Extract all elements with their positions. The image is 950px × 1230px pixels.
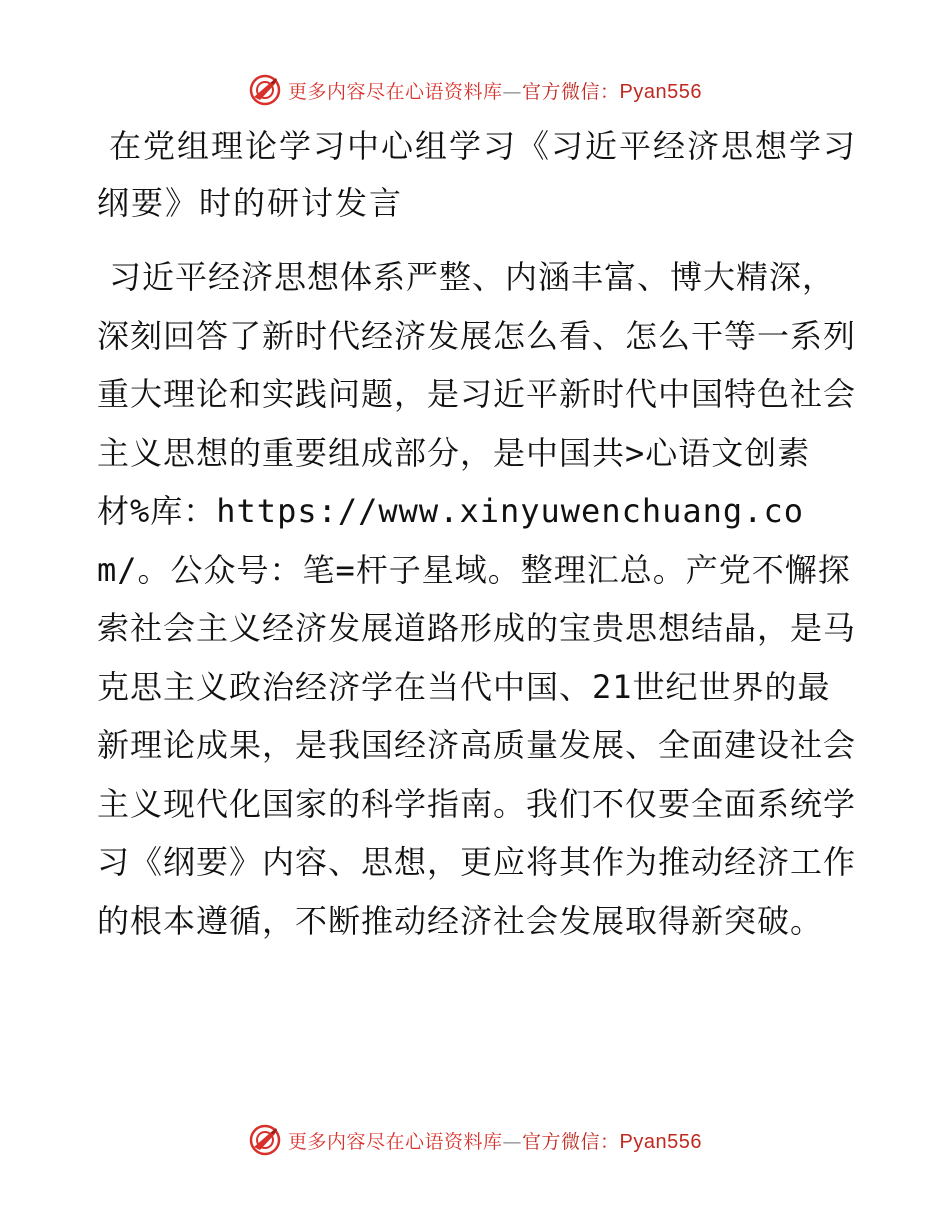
document-body bbox=[97, 118, 857, 950]
banner-wechat-label: 官方微信： bbox=[522, 80, 620, 103]
document-title: 在党组理论学习中心组学习《习近平经济思想学习纲要》时的研讨发言 bbox=[97, 127, 858, 222]
footer-banner bbox=[0, 1120, 950, 1160]
header-banner-text bbox=[288, 77, 702, 104]
brand-logo-icon bbox=[248, 1123, 282, 1157]
brand-logo-icon bbox=[248, 73, 282, 107]
footer-banner-text bbox=[288, 1127, 702, 1154]
banner-dash: — bbox=[502, 1130, 523, 1153]
banner-site-text: 更多内容尽在心语资料库 bbox=[288, 80, 503, 103]
banner-wechat-id: Pyan556 bbox=[619, 1130, 702, 1153]
banner-site-text: 更多内容尽在心语资料库 bbox=[288, 1130, 503, 1153]
document-paragraph: 习近平经济思想体系严整、内涵丰富、博大精深，深刻回答了新时代经济发展怎么看、怎么干等一系列重大理论和实践问题，是习近平新时代中国特色社会主义思想的重要组成部分，是中国共>心语文创素材%库：https://www.xinyuwenchuang.com/。公众号：笔=杆子星域。整理汇总。产党不懈探索社会主义经济发展道路形成的宝贵思想结晶，是马克思主义政治经济学在当代中国、21世纪世界的最新理论成果，是我国经济高质量发展、全面建设社会主义现代化国家的科学指南。我们不仅要全面系统学习《纲要》内容、思想，更应将其作为推动经济工作的根本遵循，不断推动经济社会发展取得新突破。 bbox=[97, 258, 857, 940]
banner-dash: — bbox=[502, 80, 523, 103]
header-banner bbox=[0, 70, 950, 110]
banner-wechat-label: 官方微信： bbox=[522, 1130, 620, 1153]
banner-wechat-id: Pyan556 bbox=[619, 80, 702, 103]
